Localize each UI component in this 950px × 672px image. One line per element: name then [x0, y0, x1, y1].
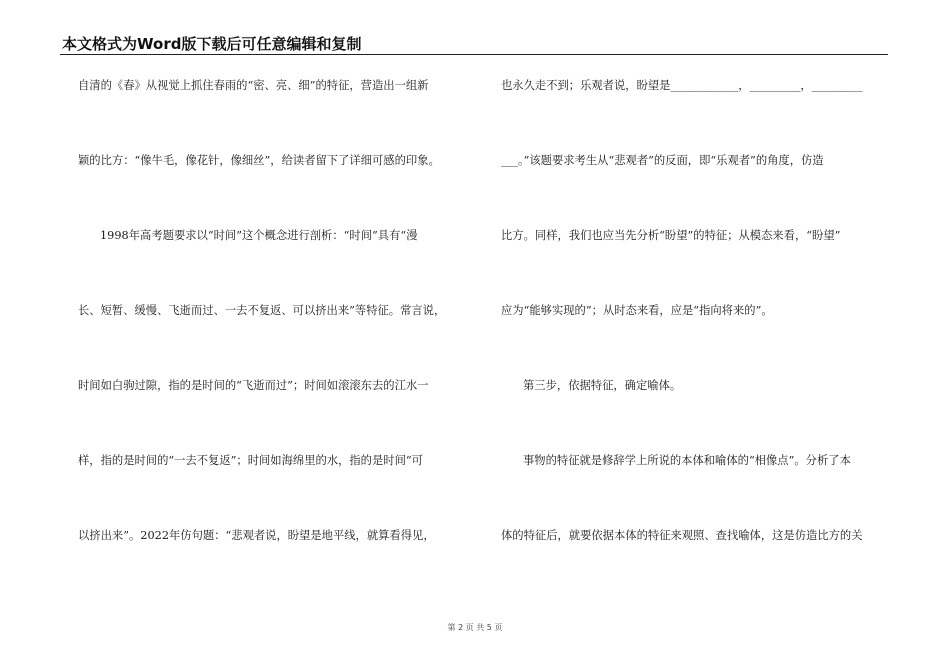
text-line: 体的特征后，就要依据本体的特征来观照、查找喻体，这是仿造比方的关	[501, 529, 863, 542]
text-line: ___。”该题要求考生从“悲观者”的反面，即“乐观者”的角度，仿造	[501, 154, 824, 167]
right-text-column	[501, 66, 886, 566]
text-line: 也永久走不到；乐观者说，盼望是____________，_________，_________	[501, 79, 863, 92]
text-line: 自清的《春》从视觉上抓住春雨的“密、亮、细”的特征，营造出一组新	[78, 79, 429, 92]
text-line: 以挤出来”。2022年仿句题：“悲观者说，盼望是地平线，就算看得见，	[78, 529, 435, 542]
text-line: 颖的比方：“像牛毛，像花针，像细丝”，给读者留下了详细可感的印象。	[78, 154, 440, 167]
text-line: 比方。同样，我们也应当先分析“盼望”的特征；从模态来看，“盼望”	[501, 229, 841, 242]
text-line: 1998年高考题要求以“时间”这个概念进行剖析：“时间”具有“漫	[100, 229, 418, 242]
text-line: 事物的特征就是修辞学上所说的本体和喻体的“相像点”。分析了本	[523, 454, 851, 467]
text-line: 第三步，依据特征，确定喻体。	[523, 379, 682, 392]
text-line: 时间如白驹过隙，指的是时间的“飞逝而过”；时间如滚滚东去的江水一	[78, 379, 429, 392]
page-number: 第 2 页 共 5 页	[447, 623, 503, 632]
document-header-title: 本文格式为Word版下载后可任意编辑和复制	[62, 35, 362, 53]
left-text-column	[78, 66, 463, 566]
text-line: 长、短暂、缓慢、飞逝而过、一去不复返、可以挤出来”等特征。常言说，	[78, 304, 446, 317]
text-line: 样，指的是时间的“一去不复返”；时间如海绵里的水，指的是时间“可	[78, 454, 423, 467]
header-divider	[60, 54, 888, 55]
text-line: 应为“能够实现的”；从时态来看，应是“指向将来的”。	[501, 304, 773, 317]
